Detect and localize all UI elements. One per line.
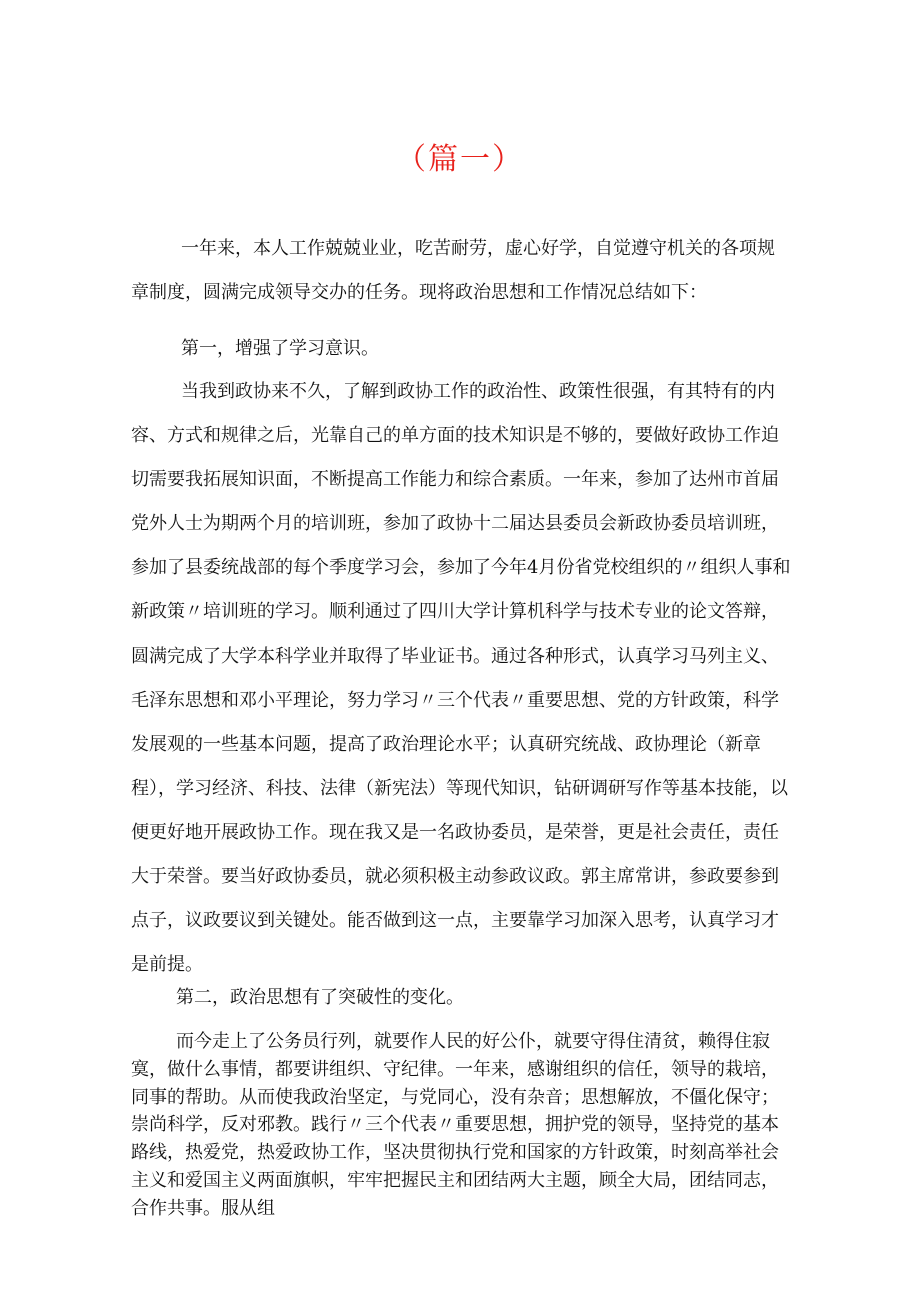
paragraph-study: 当我到政协来不久，了解到政协工作的政治性、政策性很强，有其特有的内容、方式和规律之后，光靠自己的单方面的技术知识是不够的，要做好政协工作迫切需要我拓展知识面，不断提高工作能力和综合素质。一年来，参加了达州市首届党外人士为期两个月的培训班，参加了政协十二届达县委员会新政协委员培训班，参加了县委统战部的每个季度学习会，参加了今年4月份省党校组织的〃组织人事和新政策〃培训班的学习。顺利通过了四川大学计算机科学与技术专业的论文答辩，圆满完成了大学本科学业并取得了毕业证书。通过各种形式，认真学习马列主义、毛泽东思想和邓小平理论，努力学习〃三个代表〃重要思想、党的方针政策，科学发展观的一些基本问题，提高了政治理论水平；认真研究统战、政协理论（新章程），学习经济、科技、法律（新宪法）等现代知识，钻研调研写作等基本技能，以便更好地开展政协工作。现在我又是一名政协委员，是荣誉，更是社会责任，责任大于荣誉。要当好政协委员，就必须积极主动参政议政。郭主席常讲，参政要参到点子，议政要议到关键处。能否做到这一点，主要靠学习加深入思考，认真学习才是前提。 [131,381,791,976]
document-title: （篇一） [396,142,524,177]
section-heading-1: 第一，增强了学习意识。 [181,338,379,359]
paragraph-politics: 而今走上了公务员行列，就要作人民的好公仆，就要守得住清贫，赖得住寂寞，做什么事情，都要讲组织、守纪律。一年来，感谢组织的信任，领导的栽培，同事的帮助。从而使我政治坚定，与党同心，没有杂音；思想解放，不僵化保守；崇尚科学，反对邪教。践行〃三个代表〃重要思想，拥护党的领导，坚持党的基本路线，热爱党，热爱政协工作，坚决贯彻执行党和国家的方针政策，时刻高举社会主义和爱国主义两面旗帜，牢牢把握民主和团结两大主题，顾全大局，团结同志，合作共事。服从组 [131,1031,779,1219]
paragraph-intro: 一年来，本人工作兢兢业业，吃苦耐劳，虚心好学，自觉遵守机关的各项规章制度，圆满完成领导交办的任务。现将政治思想和工作情况总结如下： [131,238,775,303]
section-heading-2: 第二，政治思想有了突破性的变化。 [176,987,464,1008]
